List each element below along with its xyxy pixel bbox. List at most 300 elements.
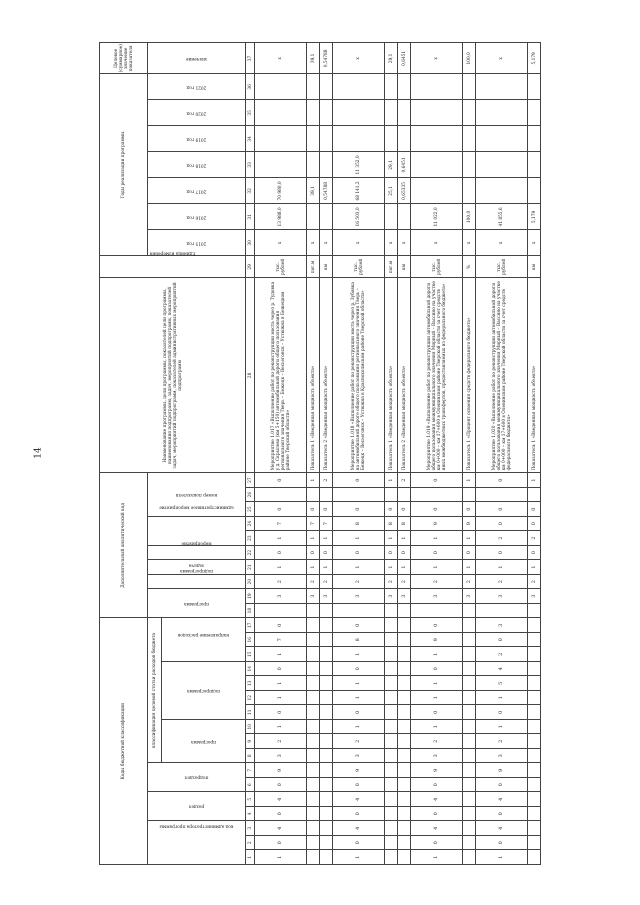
code-cell: 0 [476,502,528,517]
code-cell: 2 [398,473,411,488]
code-cell: 3 [333,749,385,764]
column-number-cell: 14 [246,662,255,677]
code-cell: 1 [463,560,476,575]
year-value-cell: 68 141,2 [333,178,385,204]
code-cell [307,720,320,735]
code-cell [385,691,398,706]
column-number-cell: 30 [246,230,255,256]
code-cell: 0 [307,502,320,517]
code-cell [528,662,541,677]
code-cell: 0 [411,618,463,633]
code-cell [320,850,333,865]
code-cell [320,633,333,648]
code-cell: 4 [333,821,385,836]
code-cell [307,763,320,778]
column-number-cell: 31 [246,204,255,230]
year-value-cell [411,74,463,100]
code-cell [320,647,333,662]
column-number-cell: 18 [246,603,255,618]
code-cell [307,647,320,662]
year-value-cell [255,74,307,100]
year-value-cell [320,204,333,230]
code-cell [385,749,398,764]
code-cell [528,676,541,691]
year-value-cell: x [385,230,398,256]
year-value-cell: 70 980,0 [255,178,307,204]
code-cell: 1 [333,720,385,735]
page-number: 14 [33,447,44,459]
code-cell: 1 [398,560,411,575]
code-cell [463,676,476,691]
admin-mer-header: административное мероприятие [148,516,246,545]
code-cell [385,676,398,691]
column-number-cell: 16 [246,633,255,648]
budget-codes-header: Коды бюджетной классификации [100,618,148,865]
year-value-cell [333,126,385,152]
code-cell: 1 [411,720,463,735]
code-cell [385,850,398,865]
code-cell: 0 [411,836,463,851]
code-cell [463,618,476,633]
year-value-cell: 100,0 [463,204,476,230]
code-cell: 9 [476,763,528,778]
code-cell: 0 [463,502,476,517]
code-cell: 4 [255,792,307,807]
year-value-cell [476,126,528,152]
code-cell [528,633,541,648]
year-value-cell [398,100,411,126]
year-value-cell [320,126,333,152]
code-cell: 1 [411,676,463,691]
code-cell [320,720,333,735]
column-number-cell: 23 [246,531,255,546]
year-value-cell: 0,54788 [320,178,333,204]
code-cell [463,720,476,735]
year-value-cell [528,100,541,126]
code-cell: 2 [476,647,528,662]
table-row [476,43,528,865]
code-cell: 3 [476,589,528,604]
year-value-cell [411,100,463,126]
row-name-cell: Мероприятие 1.020 «Выполнение работ по реконструкции автомобильной дороги общего пользования межмуниципального значения Мирный – Вассино на участке км 0+000 – км 17+600 в Оленинском районе Тверской области за счет средств федерального бюджета» [476,278,528,473]
code-cell [463,807,476,822]
code-cell: 0 [255,778,307,793]
code-cell: 0 [333,836,385,851]
code-cell: 2 [307,574,320,589]
column-number-cell: 5 [246,792,255,807]
code-cell: 0 [333,502,385,517]
code-cell: 0 [476,516,528,531]
year-value-cell: x [463,230,476,256]
code-cell: 1 [255,647,307,662]
year-value-cell: x [528,230,541,256]
code-cell [255,487,307,502]
year-value-cell: 11 022,0 [411,204,463,230]
code-cell: 1 [476,720,528,735]
nomer-header: номер показателя [148,473,246,517]
year-value-cell [307,100,320,126]
code-cell: 1 [476,850,528,865]
code-cell: 1 [476,691,528,706]
column-number-cell: 20 [246,574,255,589]
code-cell: 0 [255,836,307,851]
code-cell: 0 [476,545,528,560]
code-cell [528,807,541,822]
code-cell [398,763,411,778]
code-cell: 1 [385,531,398,546]
code-cell [411,487,463,502]
code-cell [320,763,333,778]
unit-header: Единица измерения [100,256,246,278]
code-cell [307,662,320,677]
final-value-cell: 29,1 [385,43,398,74]
code-cell: 0 [307,545,320,560]
code-cell: 1 [385,473,398,488]
code-cell: 2 [411,574,463,589]
subprogram-header: подпрограмма [148,574,246,589]
year-value-cell: 25,1 [385,178,398,204]
code-cell: 0 [333,473,385,488]
table-row [385,43,398,865]
column-number-cell: 8 [246,749,255,764]
column-number-cell: 24 [246,516,255,531]
year-value-cell: 0,6451 [398,152,411,178]
code-cell: 2 [528,574,541,589]
column-number-cell: 32 [246,178,255,204]
code-cell [528,647,541,662]
code-cell: 0 [411,473,463,488]
code-cell [398,778,411,793]
year-value-cell [255,100,307,126]
code-cell [385,763,398,778]
code-cell: 9 [255,763,307,778]
code-cell [333,487,385,502]
code-cell [463,850,476,865]
code-cell [307,792,320,807]
year-value-cell [255,126,307,152]
column-number-cell: 1 [246,850,255,865]
code-cell: 1 [463,531,476,546]
code-cell [398,836,411,851]
column-number-cell: 13 [246,676,255,691]
code-cell [528,720,541,735]
code-cell [463,792,476,807]
row-name-cell: Показатель 1 «Введенная мощность объекта» [307,278,320,473]
column-number-cell: 17 [246,618,255,633]
code-cell [398,691,411,706]
code-cell: 4 [476,821,528,836]
unit-cell: пог.м [385,256,398,278]
unit-cell: км [528,256,541,278]
code-cell [320,705,333,720]
year-value-cell [385,204,398,230]
year-value-cell [398,204,411,230]
year-value-cell [320,100,333,126]
column-number-cell: 21 [246,560,255,575]
code-cell: 1 [307,531,320,546]
final-value-cell: 5,179 [528,43,541,74]
code-cell [320,676,333,691]
column-number-cell: 27 [246,473,255,488]
podrazdel-header: подраздел [148,763,246,792]
code-cell: 2 [528,531,541,546]
code-cell: 1 [307,473,320,488]
subprog-code-header: подпрограмма [162,662,246,720]
year-2017-header: 2017 год [148,178,246,204]
row-name-cell: Мероприятие 1.019 «Выполнение работ по реконструкции автомобильной дороги общего пользования межмуниципального значения Мирный – Вассино на участке км 0+000 – км 17+600 в Оленинском районе Тверской области за счет средств иных межбюджетных трансфертов, предоставляемых из федерального бюджета» [411,278,463,473]
year-value-cell: 5,179 [528,204,541,230]
column-number-cell: 4 [246,807,255,822]
code-cell [398,603,411,618]
code-cell: 1 [255,720,307,735]
years-group-header: Годы реализации программы [100,74,148,256]
code-cell [463,821,476,836]
code-cell: 4 [333,792,385,807]
code-cell: 9 [411,633,463,648]
code-cell: 3 [307,589,320,604]
row-name-cell: Показатель 2 «Введенная мощность объекта» [320,278,333,473]
code-cell [385,603,398,618]
code-cell: 1 [411,531,463,546]
code-cell: 1 [411,850,463,865]
year-value-cell [411,178,463,204]
year-value-cell [528,152,541,178]
year-value-cell [476,152,528,178]
column-number-cell: 12 [246,691,255,706]
year-value-cell: 39,1 [307,178,320,204]
code-cell: 3 [385,589,398,604]
code-cell: 3 [255,589,307,604]
code-cell [528,691,541,706]
code-cell [463,691,476,706]
final-value-cell: x [411,43,463,74]
column-number-cell: 15 [246,647,255,662]
code-cell: 0 [476,836,528,851]
code-cell: 3 [476,618,528,633]
year-value-cell: x [476,230,528,256]
code-cell: 4 [476,792,528,807]
code-cell [307,618,320,633]
code-cell [307,705,320,720]
code-cell: 3 [463,589,476,604]
year-value-cell [333,74,385,100]
code-cell: 0 [333,545,385,560]
year-value-cell: 0,65335 [398,178,411,204]
code-cell [307,836,320,851]
code-cell: 0 [411,778,463,793]
code-cell: 0 [476,807,528,822]
code-cell: 0 [333,807,385,822]
code-cell [463,603,476,618]
code-cell [463,662,476,677]
code-cell: 0 [476,778,528,793]
code-cell: 8 [385,516,398,531]
code-cell: 2 [320,574,333,589]
code-cell [463,705,476,720]
code-cell: 4 [255,821,307,836]
year-2021-header: 2021 год [148,74,246,100]
year-value-cell [463,178,476,204]
code-cell [528,749,541,764]
code-cell [255,603,307,618]
code-cell: 9 [463,516,476,531]
code-cell: 2 [385,574,398,589]
table-row [528,43,541,865]
code-cell: 1 [333,691,385,706]
column-number-cell: 25 [246,502,255,517]
unit-cell: тыс. рублей [476,256,528,278]
column-number-cell: 33 [246,152,255,178]
cel-header: программа [162,720,246,764]
column-number-cell: 3 [246,821,255,836]
code-cell [398,807,411,822]
code-cell [398,792,411,807]
code-cell: 7 [307,516,320,531]
code-cell: 3 [333,589,385,604]
column-numbers-row [246,43,255,865]
code-cell [528,836,541,851]
year-value-cell [398,74,411,100]
code-cell: 0 [255,662,307,677]
code-cell: 0 [333,705,385,720]
code-cell [307,850,320,865]
unit-cell: пог.м [307,256,320,278]
code-cell: 8 [333,633,385,648]
year-value-cell [528,126,541,152]
code-cell: 4 [476,662,528,677]
table-row [398,43,411,865]
code-cell: 2 [333,734,385,749]
code-cell [307,821,320,836]
code-cell [398,676,411,691]
code-cell: 2 [333,574,385,589]
code-cell: 0 [255,705,307,720]
code-cell: 0 [333,618,385,633]
code-cell [398,487,411,502]
code-cell: 0 [385,502,398,517]
code-cell: 1 [255,850,307,865]
code-cell [385,618,398,633]
year-value-cell [385,74,398,100]
code-cell [307,691,320,706]
code-cell: 1 [333,676,385,691]
year-value-cell [385,100,398,126]
code-cell [307,603,320,618]
code-cell: 1 [528,473,541,488]
code-cell [385,792,398,807]
code-cell: 3 [476,749,528,764]
admin-code-header: код администратора программы [148,821,246,865]
code-cell: 0 [333,662,385,677]
code-cell: 4 [411,792,463,807]
code-cell: 1 [398,531,411,546]
code-cell [385,821,398,836]
code-cell: 0 [255,502,307,517]
code-cell [398,662,411,677]
code-cell: 1 [320,560,333,575]
code-cell [307,487,320,502]
code-cell [385,720,398,735]
code-cell [320,691,333,706]
code-cell: 1 [463,473,476,488]
code-cell [463,633,476,648]
razdel-header: раздел [148,792,246,821]
program-codes-header: Дополнительный аналитический код [100,473,148,618]
column-number-cell: 2 [246,836,255,851]
table-row [320,43,333,865]
year-value-cell: 16 503,0 [333,204,385,230]
code-cell [333,603,385,618]
year-value-cell: x [307,230,320,256]
code-cell [320,734,333,749]
code-cell: 0 [476,473,528,488]
column-number-cell: 36 [246,74,255,100]
rotated-table-sheet [99,44,541,865]
code-cell [320,618,333,633]
code-cell: 0 [476,705,528,720]
unit-cell: км [398,256,411,278]
code-cell [528,821,541,836]
code-cell: 4 [411,821,463,836]
column-number-cell: 29 [246,256,255,278]
year-value-cell [385,126,398,152]
column-number-cell: 9 [246,734,255,749]
code-cell: 3 [255,749,307,764]
row-name-cell: Показатель 1 «Введенная мощность объекта» [385,278,398,473]
program-header: программа [148,589,246,618]
code-cell [463,763,476,778]
code-cell [528,792,541,807]
year-value-cell [398,126,411,152]
code-cell [385,487,398,502]
year-value-cell [528,74,541,100]
code-cell: 1 [333,560,385,575]
code-cell [411,603,463,618]
final-value-cell: x [255,43,307,74]
program-indicators-table [99,42,541,865]
year-value-cell [463,152,476,178]
code-cell [385,778,398,793]
code-cell [463,647,476,662]
code-cell [385,705,398,720]
klass-header: классификация целевой статьи расходов бюджета [148,618,162,763]
year-value-cell [463,126,476,152]
year-value-cell: x [411,230,463,256]
code-cell [385,662,398,677]
code-cell: 0 [255,618,307,633]
final-value-cell: 39,1 [307,43,320,74]
code-cell: 7 [255,516,307,531]
code-cell [398,618,411,633]
code-cell [398,705,411,720]
code-cell [385,734,398,749]
code-cell: 0 [476,633,528,648]
code-cell: 1 [528,560,541,575]
napr-header: направление расходов [162,618,246,662]
column-number-cell: 22 [246,545,255,560]
code-cell: 1 [333,531,385,546]
year-value-cell: x [320,230,333,256]
code-cell: 0 [398,545,411,560]
code-cell [528,603,541,618]
meropriyatie-header: мероприятие [148,545,246,560]
code-cell [476,603,528,618]
code-cell [307,778,320,793]
code-cell: 0 [398,502,411,517]
code-cell: 0 [320,502,333,517]
year-value-cell [255,152,307,178]
code-cell: 0 [411,662,463,677]
